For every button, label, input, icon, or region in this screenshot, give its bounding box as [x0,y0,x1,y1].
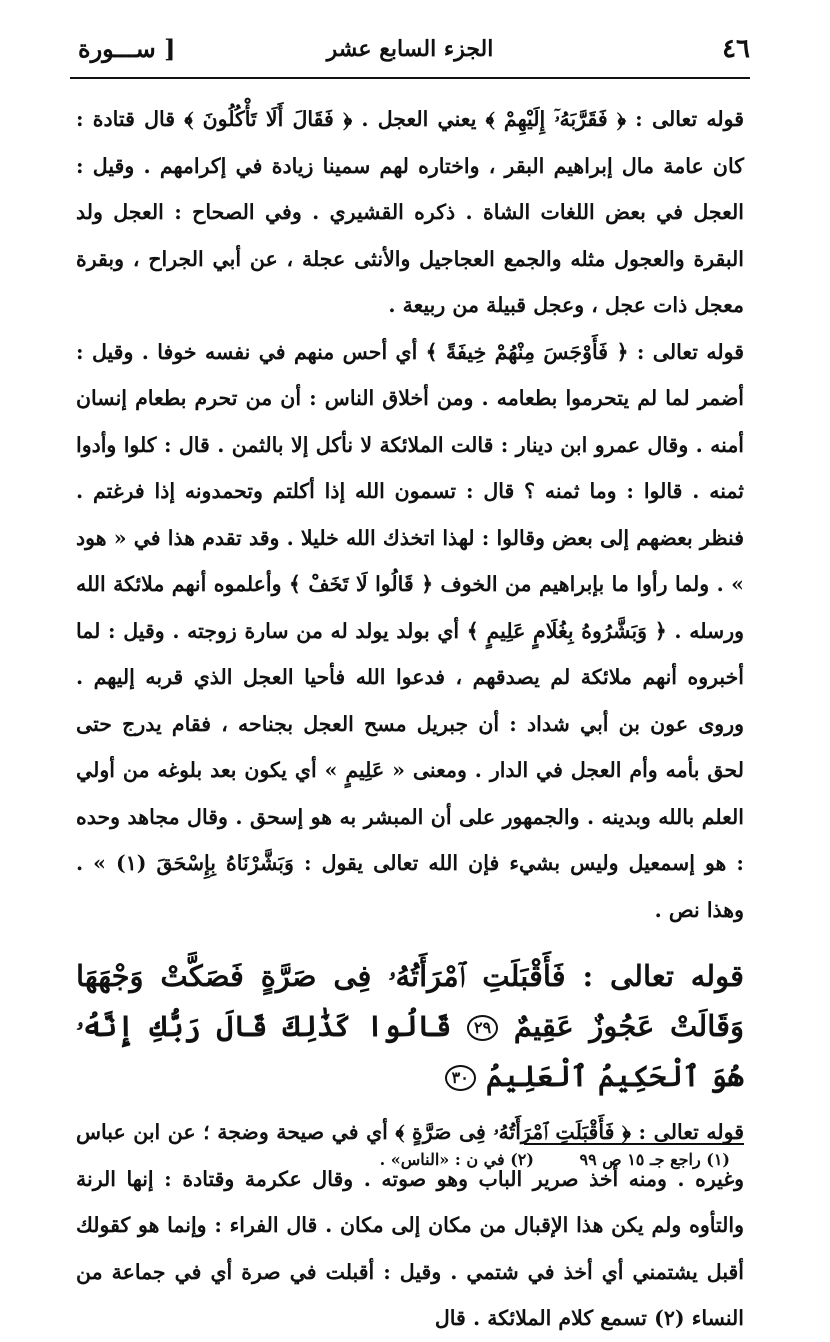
verse-intro: قوله تعالى : [582,959,744,993]
header-divider [70,77,750,79]
footnote-divider [524,1143,744,1145]
page-number: ٤٦ [722,34,750,64]
quran-verse-block [76,951,744,1101]
footnotes [380,1150,730,1169]
surah-label: [ ســـورة [78,34,176,63]
paragraph-2: قوله تعالى : ﴿ فَأَوْجَسَ مِنْهُمْ خِيفَةً ﴾ أي أحس منهم في نفسه خوفا . وقيل : أضمر لما لم يتحرموا بطعامه . ومن أخلاق الناس : أن من تحرم بطعام إنسان أمنه . وقال عمرو ابن دينار : قالت الملائكة لا نأكل إلا بالثمن . قال : كلوا وأدوا ثمنه . قالوا : وما ثمنه ؟ قال : تسمون الله إذا أكلتم وتحمدونه إذا فرغتم . فنظر بعضهم إلى بعض وقالوا : لهذا اتخذك الله خليلا . وقد تقدم هذا في « هود » . ولما رأوا ما بإبراهيم من الخوف ﴿ قَالُوا لَا تَخَفْ ﴾ وأعلموه أنهم ملائكة الله ورسله . ﴿ وَبَشَّرُوهُ بِغُلَامٍ عَلِيمٍ ﴾ أي بولد يولد له من سارة زوجته . وقيل : لما أخبروه أنهم ملائكة لم يصدقهم ، فدعوا الله فأحيا العجل الذي قربه إليهم . وروى عون بن أبي شداد : أن جبريل مسح العجل بجناحه ، فقام يدرج حتى لحق بأمه وأم العجل في الدار . ومعنى « عَلِيمٍ » أي يكون بعد بلوغه من أولي العلم بالله وبدينه . والجمهور على أن المبشر به هو إسحق . وقال مجاهد وحده : هو إسمعيل وليس بشيء فإن الله تعالى يقول : وَبَشَّرْنَاهُ بِإِسْحَقَ (١) » . وهذا نص . [76,339,744,922]
verse-text-2: قَالُوا كَذَٰلِكَ قَالَ رَبُّكِ إِنَّهُۥ هُوَ ٱلْحَكِيمُ ٱلْعَلِيمُ [76,1009,744,1093]
verse-number-30: ٣٠ [445,1065,476,1091]
part-title: الجزء السابع عشر [326,36,494,62]
verse-number-29: ٢٩ [467,1015,498,1041]
footnote-2: (٢) في ن : «الناس» . [379,1150,534,1169]
paragraph-1: قوله تعالى : ﴿ فَقَرَّبَهُۥٓ إِلَيْهِمْ ﴾ يعني العجل . ﴿ فَقَالَ أَلَا تَأْكُلُونَ ﴾ قال قتادة : كان عامة مال إبراهيم البقر ، واختاره لهم سمينا زيادة في إكرامهم . وقيل : العجل في بعض اللغات الشاة . ذكره القشيري . وفي الصحاح : العجل ولد البقرة والعجول مثله والجمع العجاجيل والأنثى عجلة ، عن أبي الجراح ، وبقرة معجل ذات عجل ، وعجل قبيلة من ربيعة . [76,107,744,317]
footnote-1: (١) راجع جـ ١٥ ص ٩٩ [579,1150,730,1169]
verse-text: فَأَقْبَلَتِ ٱمْرَأَتُهُۥ فِى صَرَّةٍ فَصَكَّتْ وَجْهَهَا وَقَالَتْ عَجُوزٌ عَقِيمٌ [76,959,744,1043]
page-header [70,30,750,76]
paragraph-3: قوله تعالى : ﴿ فَأَقْبَلَتِ ٱمْرَأَتُهُۥ فِى صَرَّةٍ ﴾ أي في صيحة وضجة ؛ عن ابن عباس وغيره . ومنه أخذ صرير الباب وهو صوته . وقال عكرمة وقتادة : إنها الرنة والتأوه ولم يكن هذا الإقبال من مكان إلى مكان . قال الفراء : وإنما هو كقولك أقبل يشتمني أي أخذ في شتمي . وقيل : أقبلت في صرة أي في جماعة من النساء (٢) تسمع كلام الملائكة . قال [76,1120,744,1330]
